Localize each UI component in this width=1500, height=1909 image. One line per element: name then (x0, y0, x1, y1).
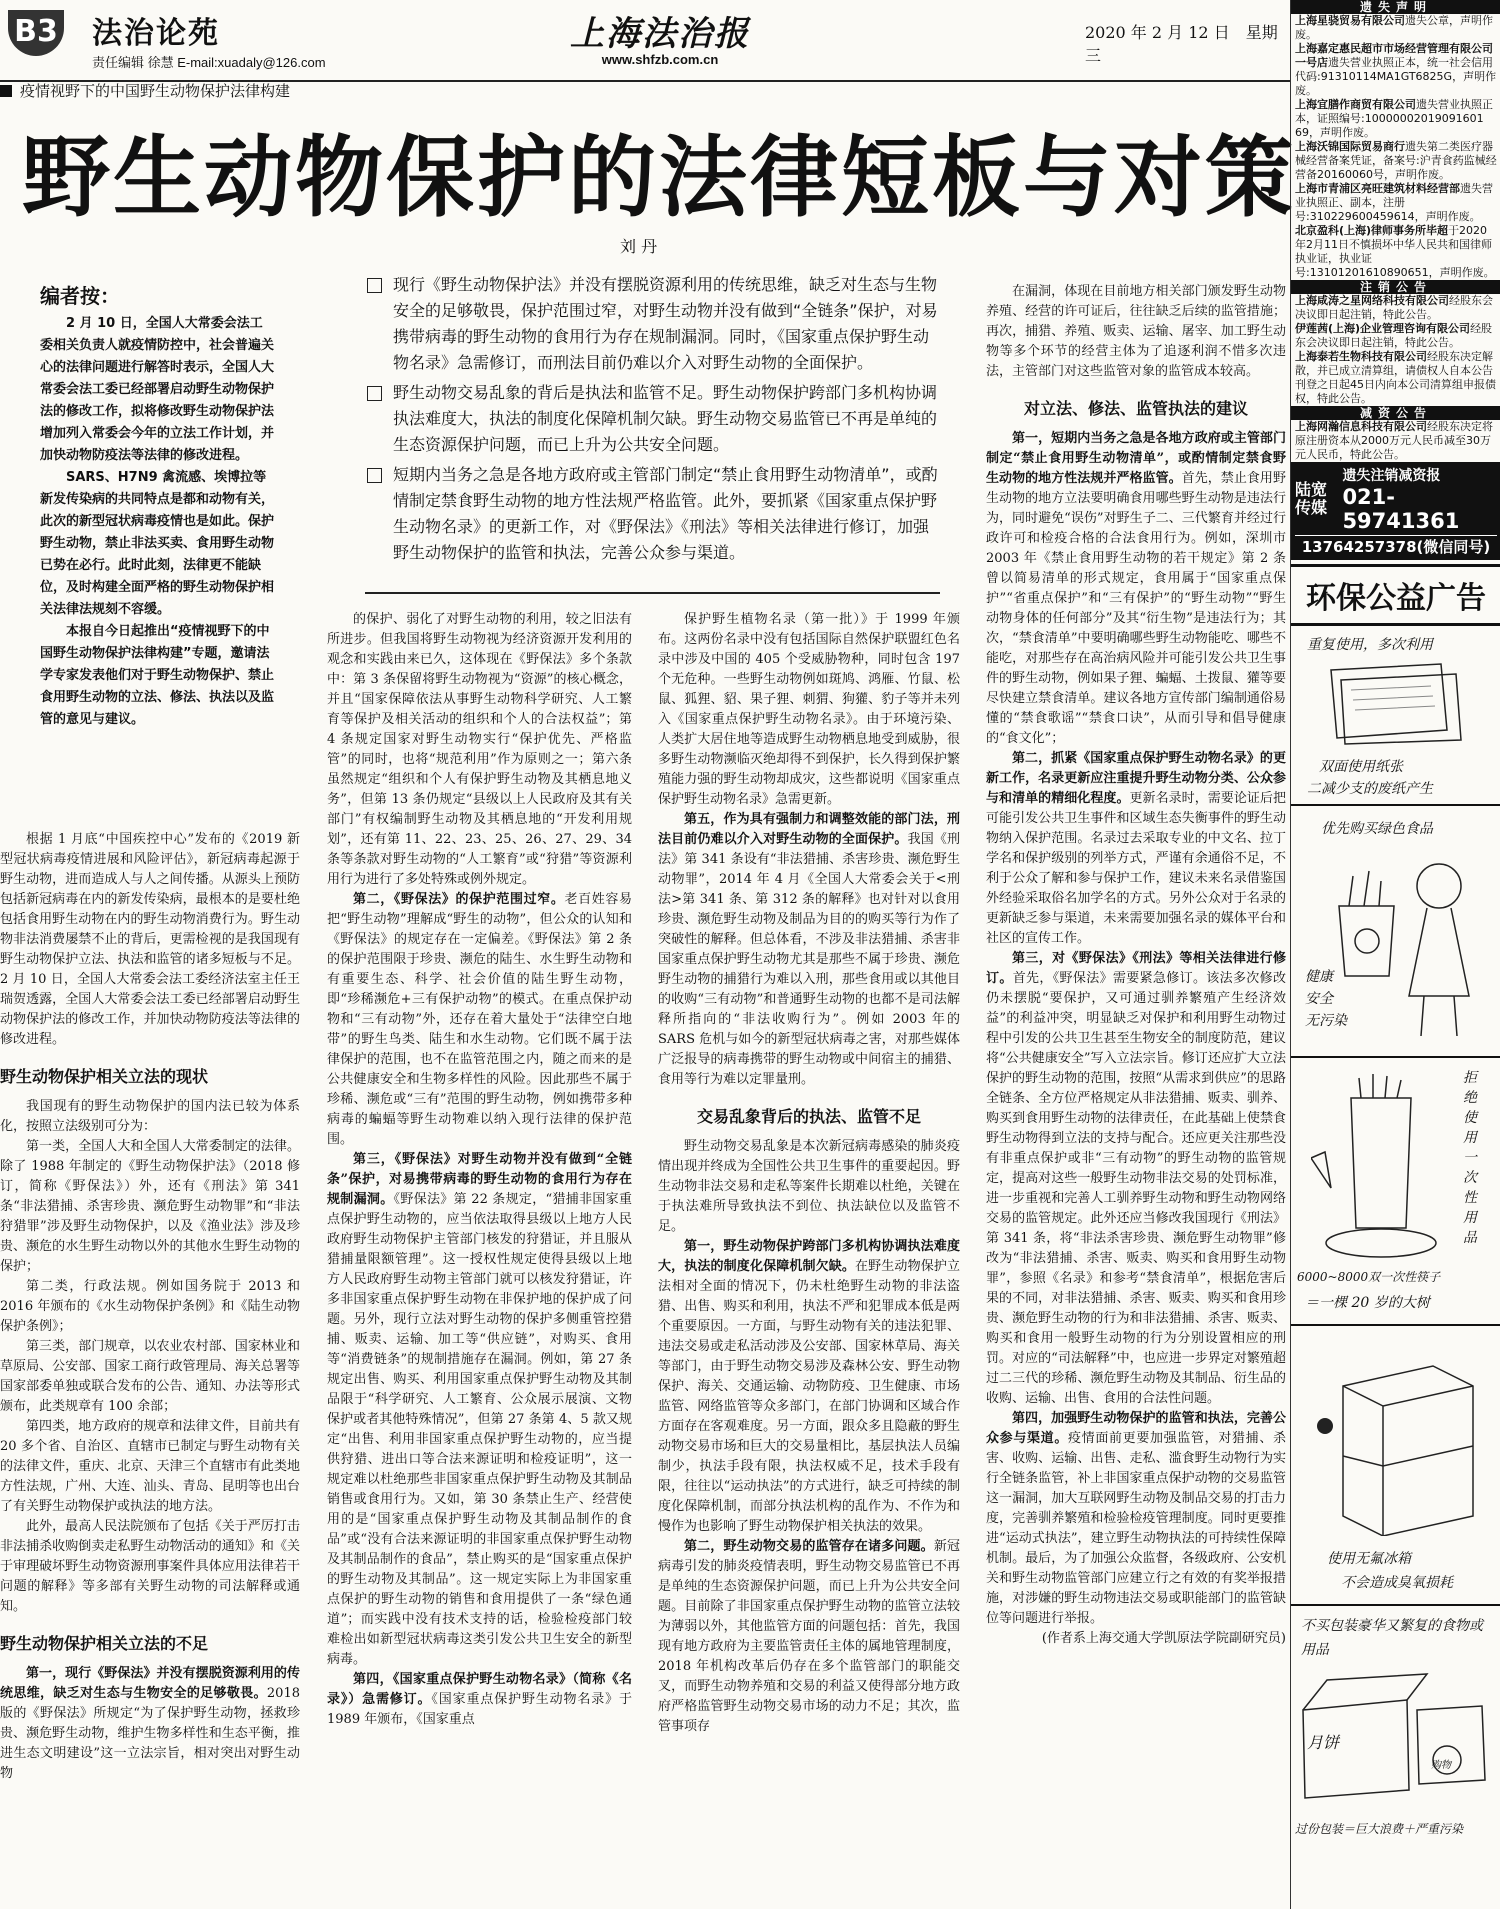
body-paragraph: 保护野生植物名录（第一批）》于 1999 年颁布。这两份名录中没有包括国际自然保护联盟红色名录中涉及中国的 405 个受威胁物种，同时包含 197 个无危种。一些野生动物例如斑鸠、鸿雁、竹鼠、松鼠、狐狸、貂、果子狸、刺猬、狗獾、豹子等并未列入《国家重点保护野生动物名录》。由于环境污染、人类扩大居住地等造成野生动物栖息地受到威胁，很多野生动物濒临灭绝却得不到保护，长久得到保护繁殖能力强的野生动物却成灾，这些都说明《国家重点保护野生动物名录》急需更新。 (658, 612, 960, 807)
body-paragraph (986, 429, 1286, 749)
bold-lead: 第四，《国家重点保护野生动物名录》（简称《名录》）急需修订。 (327, 1672, 632, 1707)
paragraph-text: 疫情面前更要加强监管，对猎捕、杀害、收购、运输、出售、走私、滥食野生动物行为实行全链条监管，补上非国家重点保护动物的交易监管这一漏洞，加大互联网野生动物及制品交易的打击力度，完善驯养繁殖和检验检疫管理制度。同时更要推进“运动式执法”，建立野生动物执法的可持续性保障机制。最后，为了加强公众监督，各级政府、公安机关和野生动物监管部门应建立行之有效的有奖举报措施，对涉嫌的野生动物违法交易或职能部门的监管缺位等问题进行举报。 (986, 1431, 1286, 1626)
summary-item: 短期内当务之急是各地方政府或主管部门制定“禁止食用野生动物清单”，或酌情制定禁食野生动物的地方性法规严格监管。此外，要抓紧《国家重点保护野生动物名录》的更新工作，对《野保法》《刑法》等相关法律进行修订，加强野生动物保护的监管和执法，完善公众参与渠道。 (365, 462, 940, 566)
column-tag (0, 80, 290, 101)
paragraph-text: 新冠病毒引发的肺炎疫情表明，野生动物交易监管已不再是单纯的生态资源保护问题，而已上升为公共安全问题。目前除了非国家重点保护野生动物的监管立法较为薄弱以外，其他监管方面的问题包括：首先，我国现有地方政府为主要监管责任主体的属地管理制度，2018 年机构改革后仍存在多个监管部门的职能交叉，而野生动物养殖和交易的利益又使得部分地方政府严格监管野生动物交易市场的动力不足；其次，监管事项存 (658, 1539, 960, 1734)
body-paragraph: 此外，最高人民法院颁布了包括《关于严厉打击非法捕杀收购倒卖走私野生动物活动的通知》和《关于审理破坏野生动物资源刑事案件具体应用法律若干问题的解释》等多部有关野生动物的司法解释或通知。 (0, 1519, 300, 1614)
subheading-status: 野生动物保护相关立法的现状 (0, 1067, 209, 1086)
summary-item: 野生动物交易乱象的背后是执法和监管不足。野生动物保护跨部门多机构协调执法难度大，执法的制度化保障机制欠缺。野生动物交易监管已不再是单纯的生态资源保护问题，而已上升为公共安全问题。 (365, 380, 940, 458)
paragraph-text: 2018 版的《野保法》所规定“为了保护野生动物，拯救珍贵、濒危野生动物，维护生物多样性和生态平衡，推进生态文明建设”这一立法宗旨，相对突出对野生动物 (0, 1686, 300, 1781)
body-paragraph (658, 810, 960, 1090)
paragraph-text: 《野保法》第 22 条规定，“猎捕非国家重点保护野生动物的，应当依法取得县级以上地方人民政府野生动物保护主管部门核发的狩猎证，并且服从猎捕量限额管理”。这一授权性规定使得县级以上地方人民政府野生动物主管部门就可以核发狩猎证，许多非国家重点保护野生动物在非保护地的保护成了问题。另外，现行立法对野生动物的保护多侧重管控猎捕、贩卖、运输、加工等“供应链”，对购买、食用等“消费链条”的规制措施存在漏洞。例如，第 27 条规定出售、购买、利用国家重点保护野生动物及其制品限于“科学研究、人工繁育、公众展示展演、文物保护或者其他特殊情况”，但第 27 条第 4、5 款又规定“出售、利用非国家重点保护野生动物的，应当提供狩猎、进出口等合法来源证明和检疫证明”，这一规定难以杜绝那些非国家重点保护野生动物及其制品销售或食用行为。又如，第 30 条禁止生产、经营使用的是“国家重点保护野生动物及其制品制作的食品”或“没有合法来源证明的非国家重点保护野生动物及其制品制作的食品”，禁止购买的是“国家重点保护的野生动物及其制品”。这一规定实际上为非国家重点保护的野生动物的销售和食用提供了一条“绿色通道”；而实践中没有技术支持的话，检验检疫部门较难检出如新型冠状病毒这类引发公共卫生安全的新型病毒。 (327, 1192, 632, 1667)
editor-note-paragraph: 2 月 10 日，全国人大常委会法工委相关负责人就疫情防控中，社会普遍关心的法律问题进行解答时表示，全国人大常委会法工委已经部署启动野生动物保护法的修改工作，拟将修改野生动物保护法增加列入常委会今年的立法工作计划，并加快动物防疫法等法律的修改进程。 (40, 316, 275, 463)
body-paragraph: 的保护、弱化了对野生动物的利用，较之旧法有所进步。但我国将野生动物视为经济资源开发利用的观念和实践由来已久，这体现在《野保法》多个条款中：第 3 条保留将野生动物视为“资源”的核心概念，并且“国家保障依法从事野生动物科学研究、人工繁育等保护及相关活动的组织和个人的合法权益”；第 4 条规定国家对野生动物实行“保护优先、严格监管”的同时，也将“规范利用”作为原则之一；第六条虽然规定“组织和个人有保护野生动物及其栖息地义务”，但第 13 条仍规定“县级以上人民政府及其有关部门”有权编制野生动物及其栖息地的“开发利用规划”，还有第 11、22、23、25、26、27、29、34 条等条款对野生动物的“人工繁育”或“狩猎”等资源利用行为进行了多处特殊或例外规定。 (327, 612, 632, 887)
ad-panel-chopsticks (1291, 1058, 1500, 1326)
bold-lead: 第四，加强野生动物保护的监管和执法，完善公众参与渠道。 (986, 1411, 1286, 1446)
body-paragraph (658, 1537, 960, 1737)
body-paragraph (986, 749, 1286, 949)
body-paragraph: 第二类，行政法规。例如国务院于 2013 和 2016 年颁布的《水生动物保护条例》和《陆生动物保护条例》； (0, 1279, 300, 1334)
ad-caption: 健康 (1305, 969, 1333, 985)
newspaper-url: www.shfzb.com.cn (601, 52, 719, 67)
notice-block-capital (1291, 420, 1500, 462)
article-column-3 (658, 610, 960, 1737)
issue-date: 2020 年 2 月 12 日 星期三 (1085, 23, 1278, 65)
author-byline: (作者系上海交通大学凯原法学院副研究员) (1041, 1631, 1286, 1646)
bold-lead: 第一，野生动物保护跨部门多机构协调执法难度大，执法的制度化保障机制欠缺。 (658, 1239, 960, 1274)
bold-lead: 第三，《野保法》对野生动物并没有做到“全链条”保护，对易携带病毒的野生动物的食用行为存在规制漏洞。 (327, 1152, 632, 1207)
body-paragraph (0, 1664, 300, 1784)
notice-entry: 上海网瀚信息科技有限公司经股东决定将原注册资本从2000万元人民币减至30万元人民币，特此公告。 (1295, 420, 1493, 461)
ad-small-label: 购物 (1431, 1760, 1451, 1771)
notice-entry: 伊莲茜(上海)企业管理咨询有限公司经股东会决议即日起注销，特此公告。 (1295, 322, 1493, 349)
notice-entry: 上海市青浦区亮旺建筑材料经营部遗失营业执照正、副本，注册号:310229600459614，声明作废。 (1295, 182, 1493, 223)
ad-caption: 使用无氟冰箱 (1327, 1551, 1411, 1567)
ad-panel-paper (1291, 626, 1500, 806)
body-paragraph (327, 1670, 632, 1730)
contact-phone: 021-59741361 (1342, 485, 1460, 533)
subheading-enforcement: 交易乱象背后的执法、监管不足 (696, 1107, 921, 1126)
notice-entry: 上海泰若生物科技有限公司经股东决定解散，并已成立清算组，请债权人自本公告刊登之日起45日内向本公司清算组申报债权，特此公告。 (1295, 350, 1496, 405)
article-column-2 (327, 610, 632, 1730)
ad-caption: 不会造成臭氧损耗 (1341, 1575, 1453, 1591)
editor-note-paragraph: 本报自今日起推出“疫情视野下的中国野生动物保护法律构建”专题，邀请法学专家发表他们对于野生动物保护、禁止食用野生动物的立法、修法、执法以及监管的意见与建议。 (40, 624, 275, 727)
page-header (0, 0, 1290, 82)
paragraph-text: 老百姓容易把“野生动物”理解成“野生的动物”，但公众的认知和《野保法》的规定存在一定偏差。《野保法》第 2 条的保护范围限于珍贵、濒危的陆生、水生野生动物和有重要生态、科学、社会价值的陆生野生动物，即“珍稀濒危+三有保护动物”的模式。在重点保护动物和“三有动物”外，还存在着大量处于“法律空白地带”的野生鸟类、陆生和水生动物。它们既不属于法律保护的范围，也不在监管范围之内，随之而来的是公共健康安全和生物多样性的风险。因此那些不属于珍稀、濒危或“三有”范围的野生动物，例如携带多种病毒的蝙蝠等野生动物难以纳入现行法律的保护范围。 (327, 892, 632, 1147)
ad-caption: 无污染 (1305, 1013, 1347, 1029)
body-paragraph (327, 890, 632, 1150)
ad-panel-green-food (1291, 806, 1500, 1058)
paragraph-text: 我国《刑法》第 341 条设有“非法猎捕、杀害珍贵、濒危野生动物罪”，2014 年 4 月《全国人大常委会关于<刑法>第 341 条、第 312 条的解释》也对针对以食用珍贵、濒危野生动物及制品为目的的购买等行为作了突破性的解释。但总体看，不涉及非法猎捕、杀害非国家重点保护野生动物尤其是那些不属于珍贵、濒危野生动物的捕猎行为难以入刑，那些食用或以其他目的收购“三有动物”和普通野生动物的也都不是司法解释所指向的“非法收购行为”。例如 2003 年的 SARS 危机与如今的新型冠状病毒之害，对那些媒体广泛报导的病毒携带的野生动物或中间宿主的捕猎、食用等行为难以定罪量刑。 (658, 832, 960, 1087)
editor-note-label: 编者按： (40, 284, 120, 308)
bold-lead: 第三，对《野保法》《刑法》等相关法律进行修订。 (986, 951, 1286, 986)
body-paragraph: 野生动物交易乱象是本次新冠病毒感染的肺炎疫情出现并终成为全国性公共卫生事件的重要起因。野生动物非法交易和走私等案件长期难以杜绝，关键在于执法难所导致执法不到位、执法缺位以及监管不足。 (658, 1139, 960, 1234)
section-name: 法治论苑 (92, 16, 220, 51)
ad-contact-box (1291, 462, 1500, 560)
article-column-1 (0, 830, 300, 1784)
editor-note-paragraph: SARS、H7N9 禽流感、埃博拉等新发传染病的共同特点是都和动物有关，此次的新型冠状病毒疫情也是如此。保护野生动物，禁止非法买卖、食用野生动物已势在必行。此时此刻，法律更不能缺位，及时构建全面严格的野生动物保护相关法律法规刻不容缓。 (40, 470, 275, 617)
summary-item: 现行《野生动物保护法》并没有摆脱资源利用的传统思维，缺乏对生态与生物安全的足够敬畏，保护范围过窄，对野生动物并没有做到“全链条”保护，对易携带病毒的野生动物的食用行为存在规制漏洞。同时，《国家重点保护野生动物名录》急需修订，而刑法目前仍难以介入对野生动物的全面保护。 (365, 272, 940, 376)
ad-caption: 优先购买绿色食品 (1321, 821, 1433, 837)
contact-label: 陆宽 (1295, 480, 1328, 499)
ad-caption: 重复使用，多次利用 (1307, 637, 1433, 653)
ad-caption: 不买包装豪华又繁复的食物或用品 (1301, 1618, 1483, 1658)
notice-entry: 上海星骁贸易有限公司遗失公章，声明作废。 (1295, 14, 1493, 41)
paragraph-text: 在野生动物保护立法相对全面的情况下，仍未杜绝野生动物的非法盗猎、出售、购买和利用，执法不严和犯罪成本低是两个重要原因。一方面，与野生动物有关的违法犯罪、违法交易或走私活动涉及公安部、国家林草局、海关等部门，由于野生动物交易涉及森林公安、野生动物保护、海关、交通运输、动物防疫、卫生健康、市场监管、网络监管等众多部门，在部门协调和区域合作方面存在客观难度。另一方面，跟众多且隐蔽的野生动物交易市场和巨大的交易量相比，基层执法人员编制少，执法手段有限，执法权威不足，技术手段有限，往往以“运动执法”的方式进行，缺乏可持续的制度化保障机制，而部分执法机构的乱作为、不作为和慢作为也影响了野生动物保护相关执法的效果。 (658, 1259, 960, 1534)
notice-block-lost (1291, 14, 1500, 280)
body-paragraph: 第三类，部门规章，以农业农村部、国家林业和草原局、公安部、国家工商行政管理局、海关总署等国家部委单独或联合发布的公告、通知、办法等形式颁布，此类规章有 100 余部； (0, 1339, 300, 1414)
bold-lead: 第五，作为具有强制力和调整效能的部门法，刑法目前仍难以介入对野生动物的全面保护。 (658, 812, 960, 847)
notice-entry: 上海咸涛之星网络科技有限公司经股东会决议即日起注销，特此公告。 (1295, 294, 1493, 321)
classified-sidebar (1290, 0, 1500, 1909)
ad-caption-vertical: 拒绝使用一次性用品 (1463, 1070, 1477, 1246)
article-summary (365, 272, 940, 570)
editor-note (40, 285, 275, 731)
ad-panel-fridge (1291, 1326, 1500, 1606)
column-tag-text: 疫情视野下的中国野生动物保护法律构建 (20, 82, 291, 100)
body-paragraph (986, 1409, 1286, 1629)
paragraph-text: 首先，禁止食用野生动物的地方立法要明确食用哪些野生动物是违法行为，同时避免“误伤”对野生子二、三代繁育并经过行政许可和检疫合格的合法食用行为。例如，深圳市 2003 年《禁止食用野生动物的若干规定》第 2 条曾以简易清单的形式规定，食用属于“国家重点保护”“省重点保护”和“三有保护”的“野生动物”“野生动物身体的任何部分”及其“衍生物”是违法行为；其次，“禁食清单”中要明确哪些野生动物能吃、哪些不能吃，对那些存在高治病风险并可能引发公共卫生事件的野生动物，例如果子狸、蝙蝠、土拨鼠、獾等要尽快建立禁食清单。建议各地方宣传部门编制通俗易懂的“禁食歌谣”“禁食口诀”，从而引导和倡导健康的“食文化”； (986, 471, 1286, 746)
notice-entry: 上海沃锦国际贸易商行遗失第二类医疗器械经营备案凭证，备案号:沪青食药监械经营备20160060号，声明作废。 (1295, 140, 1497, 181)
paragraph-text: 首先，《野保法》需要紧急修订。该法多次修改仍未摆脱“要保护，又可通过驯养繁殖产生经济效益”的利益冲突，明显缺乏对保护和利用野生动物过程中引发的公共卫生甚至生物安全的制度防范，建议将“公共健康安全”写入立法宗旨。修订还应扩大立法保护的野生动物的范围，按照“从需求到供应”的思路全链条、全方位严格规定从非法猎捕、贩卖、驯养、购买到食用野生动物的法律责任，在此基础上使禁食野生动物得到立法的支持与配合。还应更关注那些没有非重点保护或非“三有动物”的野生动物的监管规定，提高对这些一般野生动物非法交易的处罚标准，进一步重视和完善人工驯养野生动物和野生动物网络交易的监管规定。此外还应当修改我国现行《刑法》第 341 条，将“非法杀害珍贵、濒危野生动物罪”修改为“非法猎捕、杀害、贩卖、购买和食用野生动物罪”，参照《名录》和参考“禁食清单”，根据危害后果的不同，对非法猎捕、杀害、贩卖、购买和食用珍贵、濒危野生动物的行为和非法猎捕、杀害、贩卖、购买和食用一般野生动物的行为分别设置相应的刑罚。对应的“司法解释”中，也应进一步界定对繁殖超过二三代的珍稀、濒危野生动物及其制品、衍生品的收购、运输、出售、食用的合法性问题。 (986, 971, 1286, 1406)
notice-entry: 北京盈科(上海)律师事务所毕超于2020年2月11日不慎损坏中华人民共和国律师执业证，执业证号:13101201610890651，声明作废。 (1295, 224, 1495, 279)
notice-heading: 注销公告 (1291, 280, 1500, 294)
article-author: 刘 丹 (620, 237, 658, 256)
ad-box-label: 月饼 (1307, 1733, 1340, 1752)
contact-services: 遗失注销减资报 (1342, 468, 1441, 484)
bold-lead: 第二，《野保法》的保护范围过窄。 (353, 892, 565, 907)
ad-caption: 安全 (1305, 991, 1333, 1007)
paragraph-text: 《国家重点保护野生动物名录》于 1989 年颁布，《国家重点 (327, 1692, 632, 1727)
tree-stump-icon (1311, 1068, 1451, 1268)
bold-lead: 第一，现行《野保法》并没有摆脱资源利用的传统思维，缺乏对生态与生物安全的足够敬畏。 (0, 1666, 300, 1701)
body-paragraph (327, 1150, 632, 1670)
body-paragraph: 第四类，地方政府的规章和法律文件，目前共有 20 多个省、自治区、直辖市已制定与野生动物有关的法律文件，重庆、北京、天津三个直辖市有此类地方性法规，广州、大连、汕头、青岛、昆明等也出台了有关野生动物保护或执法的地方法。 (0, 1419, 300, 1514)
bold-lead: 第一，短期内当务之急是各地方政府或主管部门制定“禁止食用野生动物清单”，或酌情制定禁食野生动物的地方性法规并严格监管。 (986, 431, 1286, 486)
ad-caption: 6000~8000双一次性筷子 (1297, 1270, 1441, 1284)
contact-mobile: 13764257378(微信同号) (1295, 535, 1497, 557)
body-paragraph (658, 1237, 960, 1537)
article-column-4 (986, 282, 1286, 1649)
ad-caption: 二减少支的废纸产生 (1307, 781, 1433, 797)
body-paragraph: 在漏洞，体现在目前地方相关部门颁发野生动物养殖、经营的许可证后，往往缺乏后续的监管措施；再次，捕猎、养殖、贩卖、运输、屠宰、加工野生动物等多个环节的经营主体为了追逐利润不惜多次违法，主管部门对这些监管对象的监管成本较高。 (986, 284, 1286, 379)
body-paragraph: 我国现有的野生动物保护的国内法已较为体系化，按照立法级别可分为： (0, 1099, 300, 1134)
responsible-editor: 责任编辑 徐慧 E-mail:xuadaly@126.com (92, 55, 326, 70)
bold-lead: 第二，抓紧《国家重点保护野生动物名录》的更新工作，名录更新应注重提升野生动物分类、公众参与和清单的精细化程度。 (986, 751, 1286, 806)
refrigerator-icon (1313, 1346, 1483, 1536)
contact-label: 传媒 (1295, 498, 1328, 517)
notice-block-cancel (1291, 294, 1500, 406)
subheading-suggestions: 对立法、修法、监管执法的建议 (1023, 399, 1248, 418)
intro-paragraph: 根据 1 月底“中国疾控中心”发布的《2019 新型冠状病毒疫情进展和风险评估》，新冠病毒起源于野生动物，进而造成人与人之间传播。从源头上预防包括新冠病毒在内的新发传染病，最根本的是要杜绝包括食用野生动物在内的野生动物消费行为。野生动物非法消费屡禁不止的背后，更需检视的是我国现有野生动物保护立法、执法和监管的诸多短板与不足。2 月 10 日，全国人大常委会法工委经济法室主任王瑞贺透露，全国人大常委会法工委已经部署启动野生动物保护法的修改工作，并加快动物防疫法等法律的修改进程。 (0, 832, 300, 1047)
article-title: 野生动物保护的法律短板与对策 (22, 126, 1297, 229)
body-paragraph: 第一类，全国人大和全国人大常委制定的法律。除了 1988 年制定的《野生动物保护法》（2018 修订，简称《野保法》）外，还有《刑法》第 341 条“非法猎捕、杀害珍贵、濒危野生动物罪”和“非法狩猎罪”涉及野生动物保护，以及《渔业法》涉及珍贵、濒危的水生野生动物以外的其他水生野生动物的保护； (0, 1139, 300, 1274)
notice-heading: 减资公告 (1291, 406, 1500, 420)
bold-lead: 第二，野生动物交易的监管存在诸多问题。 (684, 1539, 934, 1554)
notice-heading: 遗失声明 (1291, 0, 1500, 14)
ad-caption: 双面使用纸张 (1319, 759, 1403, 775)
summary-divider (365, 592, 940, 594)
subheading-shortcomings: 野生动物保护相关立法的不足 (0, 1634, 209, 1653)
newspaper-masthead: 上海法治报 (570, 14, 750, 54)
body-paragraph (986, 949, 1286, 1409)
notice-entry: 上海嘉定惠民超市市场经营管理有限公司一号店遗失营业执照正本，统一社会信用代码:91310114MA1GT6825G，声明作废。 (1295, 42, 1497, 97)
paper-sheets-icon (1321, 660, 1471, 746)
paragraph-text: 更新名录时，需要论证后把可能引发公共卫生事件和区域生态失衡事件的野生动物纳入保护范围。名录过去采取专业的中文名、拉丁学名和保护级别的列举方式，严谨有余通俗不足，不利于公众了解和参与保护工作，建议未来名录借鉴国外经验采取俗名加学名的方式。另外公众对于名录的更新缺乏参与渠道，未来需要加强名录的媒体平台和社区的宣传工作。 (986, 791, 1286, 946)
square-bullet-icon (0, 85, 12, 97)
ad-caption: 过份包装＝巨大浪费＋严重污染 (1295, 1822, 1464, 1836)
ad-title: 环保公益广告 (1291, 564, 1500, 626)
ad-caption: ＝一棵 20 岁的大树 (1305, 1295, 1430, 1311)
ad-panel-packaging (1291, 1606, 1500, 1846)
notice-entry: 上海宜膳作商贸有限公司遗失营业执照正本，证照编号:10000002019091601​69，声明作废。 (1295, 98, 1493, 139)
page-number-badge: B3 (8, 10, 64, 56)
